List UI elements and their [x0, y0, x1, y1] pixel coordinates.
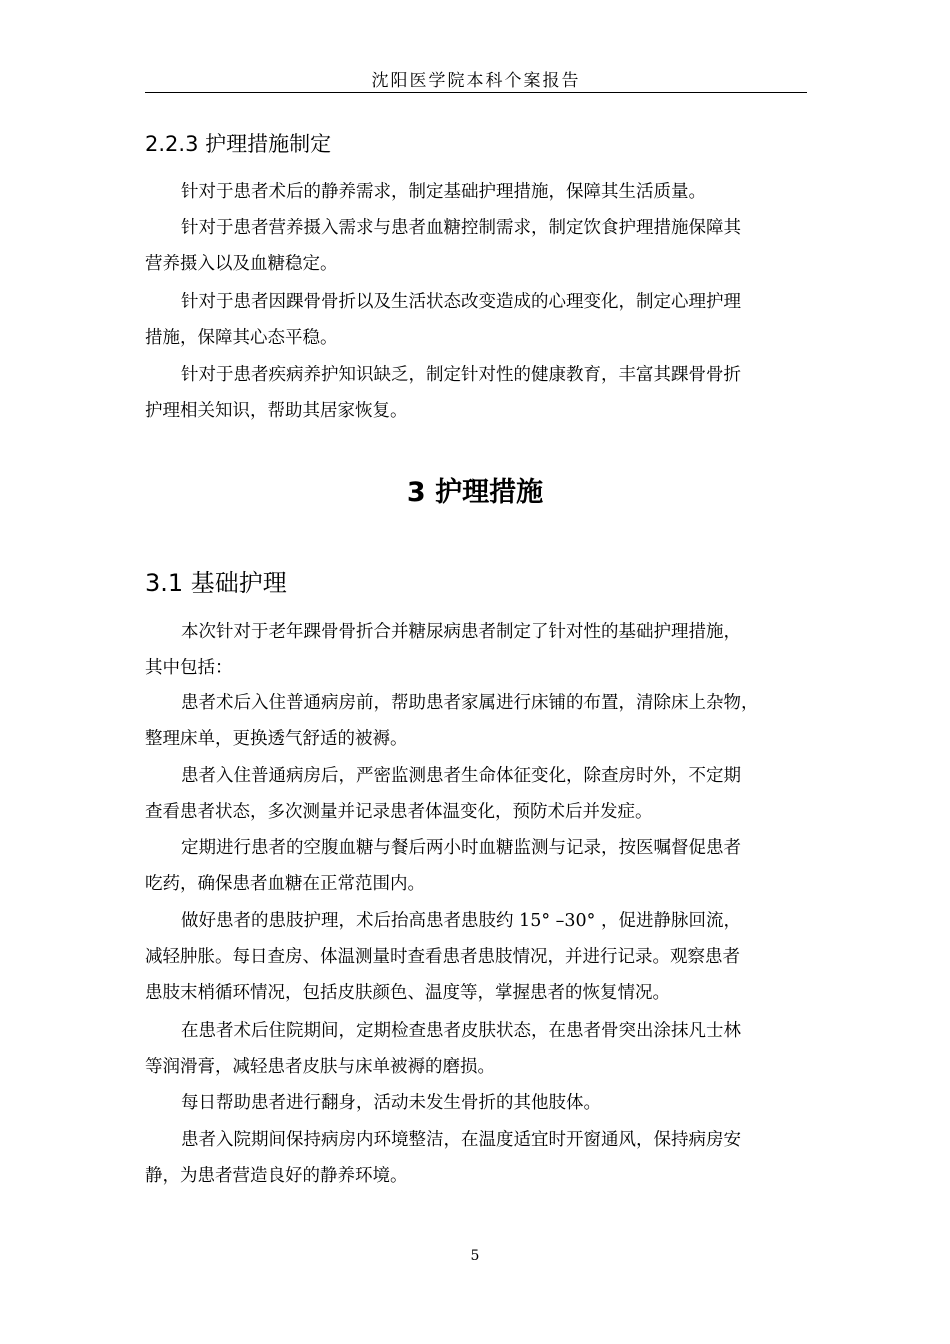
text-line: 措施，保障其心态平稳。	[145, 328, 338, 348]
paragraph	[145, 685, 817, 757]
page-number: 5	[470, 1248, 480, 1264]
text-line: 针对于患者营养摄入需求与患者血糖控制需求，制定饮食护理措施保障其	[181, 218, 741, 238]
text-line: 在患者术后住院期间，定期检查患者皮肤状态，在患者骨突出涂抹凡士林	[181, 1021, 741, 1041]
text-line: 静，为患者营造良好的静养环境。	[145, 1166, 408, 1186]
text-line: 患者入住普通病房后，严密监测患者生命体征变化，除查房时外，不定期	[181, 766, 741, 786]
paragraph	[145, 357, 817, 429]
text-line: 营养摄入以及血糖稳定。	[145, 254, 338, 274]
chapter-heading-3: 3 护理措施	[406, 477, 544, 508]
text-line: 护理相关知识，帮助其居家恢复。	[145, 401, 408, 421]
text-line: 减轻肿胀。每日查房、体温测量时查看患者患肢情况，并进行记录。观察患者	[145, 947, 740, 967]
text-line: 患者术后入住普通病房前，帮助患者家属进行床铺的布置，清除床上杂物，	[181, 693, 759, 713]
text-line: 针对于患者因踝骨骨折以及生活状态改变造成的心理变化，制定心理护理	[181, 292, 741, 312]
text-line: 定期进行患者的空腹血糖与餐后两小时血糖监测与记录，按医嘱督促患者	[181, 838, 741, 858]
paragraph	[145, 758, 817, 830]
text-line: 针对于患者疾病养护知识缺乏，制定针对性的健康教育，丰富其踝骨骨折	[181, 365, 741, 385]
text-line: 吃药，确保患者血糖在正常范围内。	[145, 874, 425, 894]
text-line: 患肢末梢循环情况，包括皮肤颜色、温度等，掌握患者的恢复情况。	[145, 983, 670, 1003]
paragraph	[145, 903, 817, 1011]
paragraph	[145, 1122, 817, 1194]
text-line: 做好患者的患肢护理，术后抬高患者患肢约 15° –30° ，促进静脉回流，	[181, 911, 741, 931]
section-heading-3-1: 3.1 基础护理	[145, 569, 287, 597]
text-line: 本次针对于老年踝骨骨折合并糖尿病患者制定了针对性的基础护理措施，	[181, 622, 741, 642]
text-line: 针对于患者术后的静养需求，制定基础护理措施，保障其生活质量。	[181, 182, 706, 202]
text-line: 整理床单，更换透气舒适的被褥。	[145, 729, 408, 749]
paragraph	[145, 174, 817, 210]
page-header-title: 沈阳医学院本科个案报告	[371, 71, 581, 91]
paragraph	[145, 1013, 817, 1085]
text-line: 等润滑膏，减轻患者皮肤与床单被褥的磨损。	[145, 1057, 495, 1077]
text-line: 每日帮助患者进行翻身，活动未发生骨折的其他肢体。	[181, 1093, 601, 1113]
paragraph	[145, 284, 817, 356]
header-rule	[145, 92, 807, 93]
text-line: 其中包括：	[145, 658, 233, 678]
paragraph	[145, 614, 817, 686]
text-line: 查看患者状态，多次测量并记录患者体温变化，预防术后并发症。	[145, 802, 653, 822]
paragraph	[145, 210, 817, 282]
section-heading-2-2-3: 2.2.3 护理措施制定	[145, 132, 332, 156]
text-line: 患者入院期间保持病房内环境整洁，在温度适宜时开窗通风，保持病房安	[181, 1130, 741, 1150]
paragraph	[145, 1085, 817, 1121]
paragraph	[145, 830, 817, 902]
